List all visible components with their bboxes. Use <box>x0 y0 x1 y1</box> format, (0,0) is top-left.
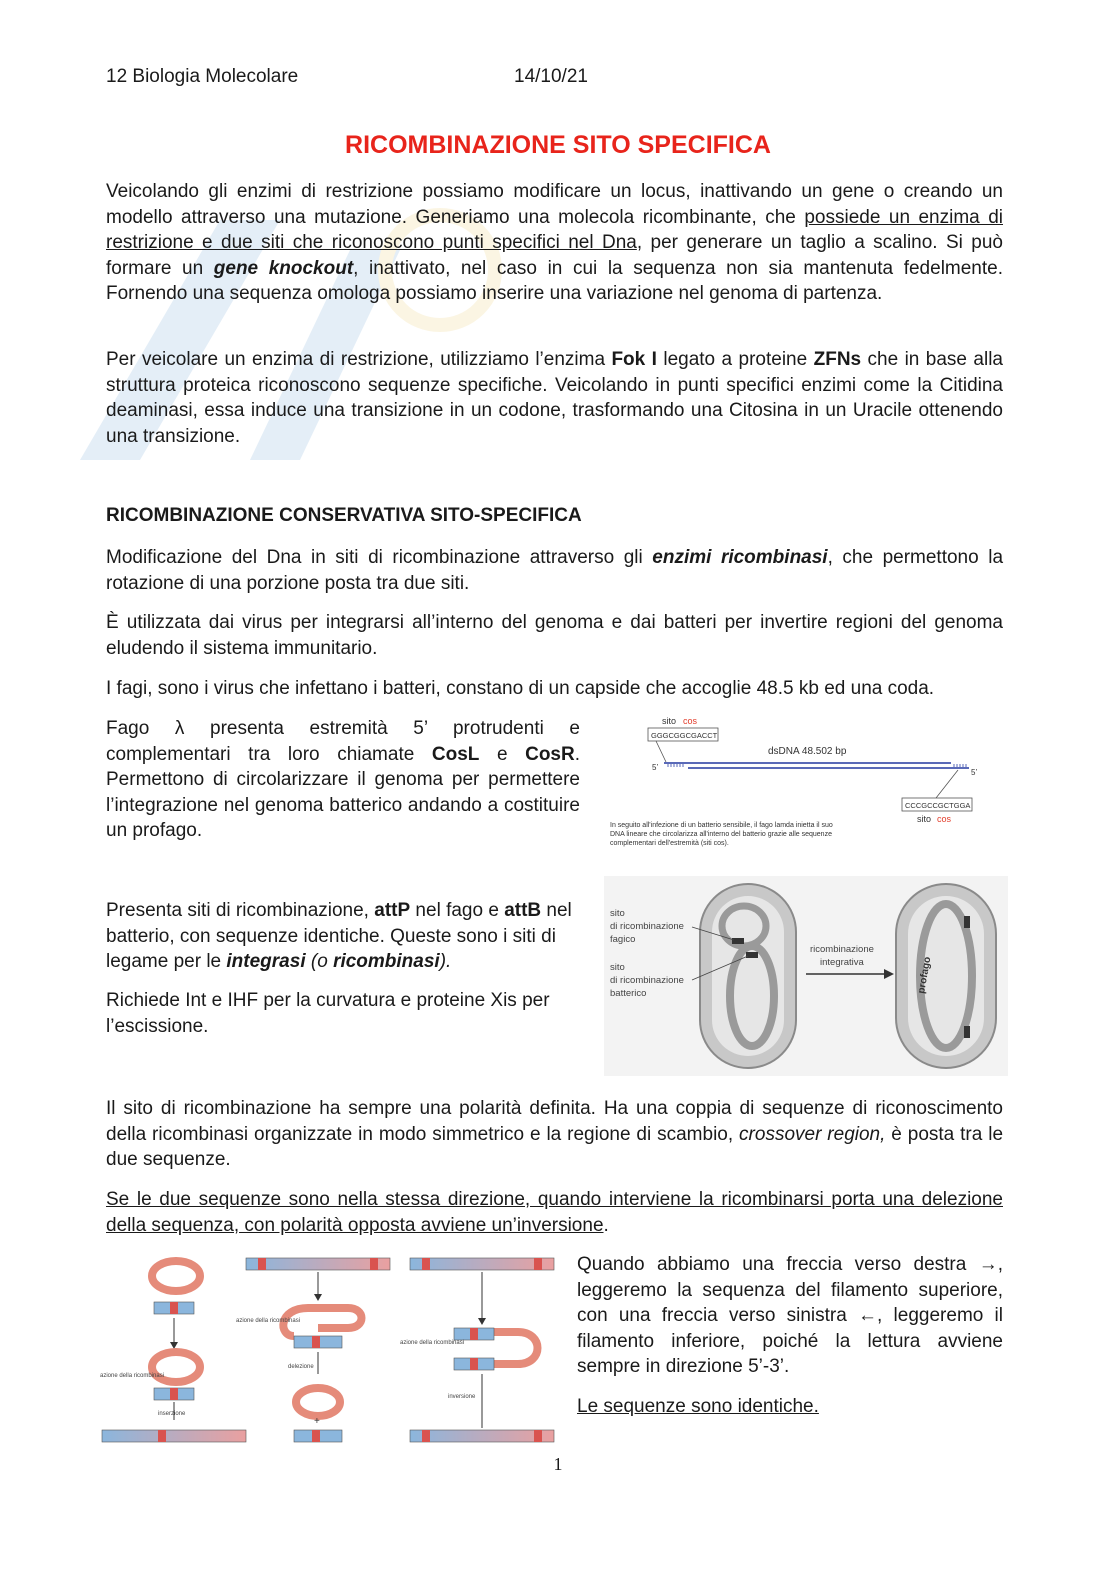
paragraph-5: I fagi, sono i virus che infettano i batteri, constano di un capside che accoglie 48.5 kb ed una coda. <box>106 678 935 699</box>
fig1-sito-label-2: sito <box>917 814 932 824</box>
fig1-cos-label-2: cos <box>937 814 952 824</box>
fig2-label-1b: di ricombinazione <box>610 921 684 932</box>
fig1-seq-top: GGGCGGCGACCT <box>651 731 718 740</box>
paragraph-6: Fago λ presenta estremità 5’ protrudenti e complementari tra loro chiamate CosL e CosR. Permettono di circolarizzare il genoma per permettere l’integrazione nel genoma batterico andando a costituire un profago. <box>106 718 581 841</box>
paragraph-3: Modificazione del Dna in siti di ricombinazione attraverso gli enzimi ricombinasi, che permettono la rotazione di una porzione posta tra due siti. <box>106 547 1004 594</box>
fig1-cos-label: cos <box>683 716 698 726</box>
header-course: 12 Biologia Molecolare <box>106 66 299 87</box>
fig2-profago-label: profago <box>916 955 934 995</box>
paragraph-4: È utilizzata dai virus per integrarsi all’interno del genoma e dai batteri per invertire regioni del genoma eludendo il sistema immunitario. <box>106 612 1003 659</box>
paragraph-1: Veicolando gli enzimi di restrizione possiamo modificare un locus, inattivando un gene o creando un modello attraverso una mutazione. Generiamo una molecola ricombinante, che possiede un enzima di restrizione e due siti che riconoscono punti specifici nel Dna, per generare un taglio a scalino. Si può formare un gene knockout, inattivato, nel caso in cui la sequenza non sia mantenuta fedelmente. Fornendo una sequenza omologa possiamo inserire una variazione nel genoma di partenza. <box>106 181 1003 304</box>
paragraph-11: Quando abbiamo una freccia verso destra →, leggeremo la sequenza del filamento superiore, con una freccia verso sinistra ←, leggeremo il filamento inferiore, poiché la lettura avviene sempre in direzione 5’-3’. <box>577 1254 1003 1377</box>
figure-recombination-outcomes <box>98 1252 560 1448</box>
fig1-caption-1: In seguito all'infezione di un batterio sensibile, il fago lamda inietta il suo <box>610 822 833 829</box>
fig1-caption-3: complementari dell'estremità (siti cos). <box>610 840 729 847</box>
paragraph-7: Presenta siti di ricombinazione, attP nel fago e attB nel batterio, con sequenze identiche. Queste sono i siti di legame per le integrasi (o ricombinasi). <box>106 900 572 972</box>
paragraph-10: Se le due sequenze sono nella stessa direzione, quando interviene la ricombinarsi porta una delezione della sequenza, con polarità opposta avviene un’inversione. <box>106 1189 1003 1236</box>
page-number: 1 <box>553 1454 563 1474</box>
fig3-label-delezione: delezione <box>288 1364 314 1370</box>
paragraph-2: Per veicolare un enzima di restrizione, utilizziamo l’enzima Fok I legato a proteine ZFNs che in base alla struttura proteica riconoscono sequenze specifiche. Veicolando in punti specifici enzimi come la Citidina deaminasi, essa induce una transizione in un codone, trasformando una Citosina in un Uracile ottenendo una transizione. <box>106 349 1003 447</box>
fig1-dsdna-label: dsDNA 48.502 bp <box>768 746 847 757</box>
fig3-label-inserzione: inserzione <box>158 1411 186 1417</box>
fig3-azione-2: azione della ricombinasi <box>236 1318 301 1324</box>
fig2-label-2b: di ricombinazione <box>610 975 684 986</box>
paragraph-9: Il sito di ricombinazione ha sempre una polarità definita. Ha una coppia di sequenze di riconoscimento della ricombinasi organizzate in modo simmetrico e la regione di scambio, crossover region, è posta tra le due sequenze. <box>106 1098 1004 1170</box>
page-title: RICOMBINAZIONE SITO SPECIFICA <box>345 131 771 159</box>
paragraph-8: Richiede Int e IHF per la curvatura e proteine Xis per l’escissione. <box>106 990 550 1037</box>
fig3-azione-1: azione della ricombinasi <box>100 1373 165 1379</box>
figure-cos-sites <box>606 712 986 854</box>
fig1-five-left: 5’ <box>652 763 659 772</box>
fig3-label-inversione: inversione <box>448 1394 476 1400</box>
fig3-azione-3: azione della ricombinasi <box>400 1340 465 1346</box>
fig2-label-2a: sito <box>610 962 625 973</box>
fig3-plus: + <box>314 1416 320 1427</box>
fig1-seq-bottom: CCCGCCGCTGGA <box>905 801 971 810</box>
fig1-five-right: 5’ <box>971 768 978 777</box>
header-date: 14/10/21 <box>514 66 588 87</box>
section-title: RICOMBINAZIONE CONSERVATIVA SITO-SPECIFICA <box>106 505 582 526</box>
fig2-label-1c: fagico <box>610 934 636 945</box>
fig2-arrow-label-b: integrativa <box>820 957 864 968</box>
fig2-arrow-label-a: ricombinazione <box>810 944 874 955</box>
fig2-label-2c: batterico <box>610 988 647 999</box>
fig1-caption-2: DNA lineare che circolarizza all'interno del batterio grazie alle sequenze <box>610 831 832 838</box>
figure-integration <box>604 876 1008 1076</box>
fig1-sito-label: sito <box>662 716 677 726</box>
paragraph-12: Le sequenze sono identiche. <box>577 1396 819 1417</box>
fig2-label-1a: sito <box>610 908 625 919</box>
